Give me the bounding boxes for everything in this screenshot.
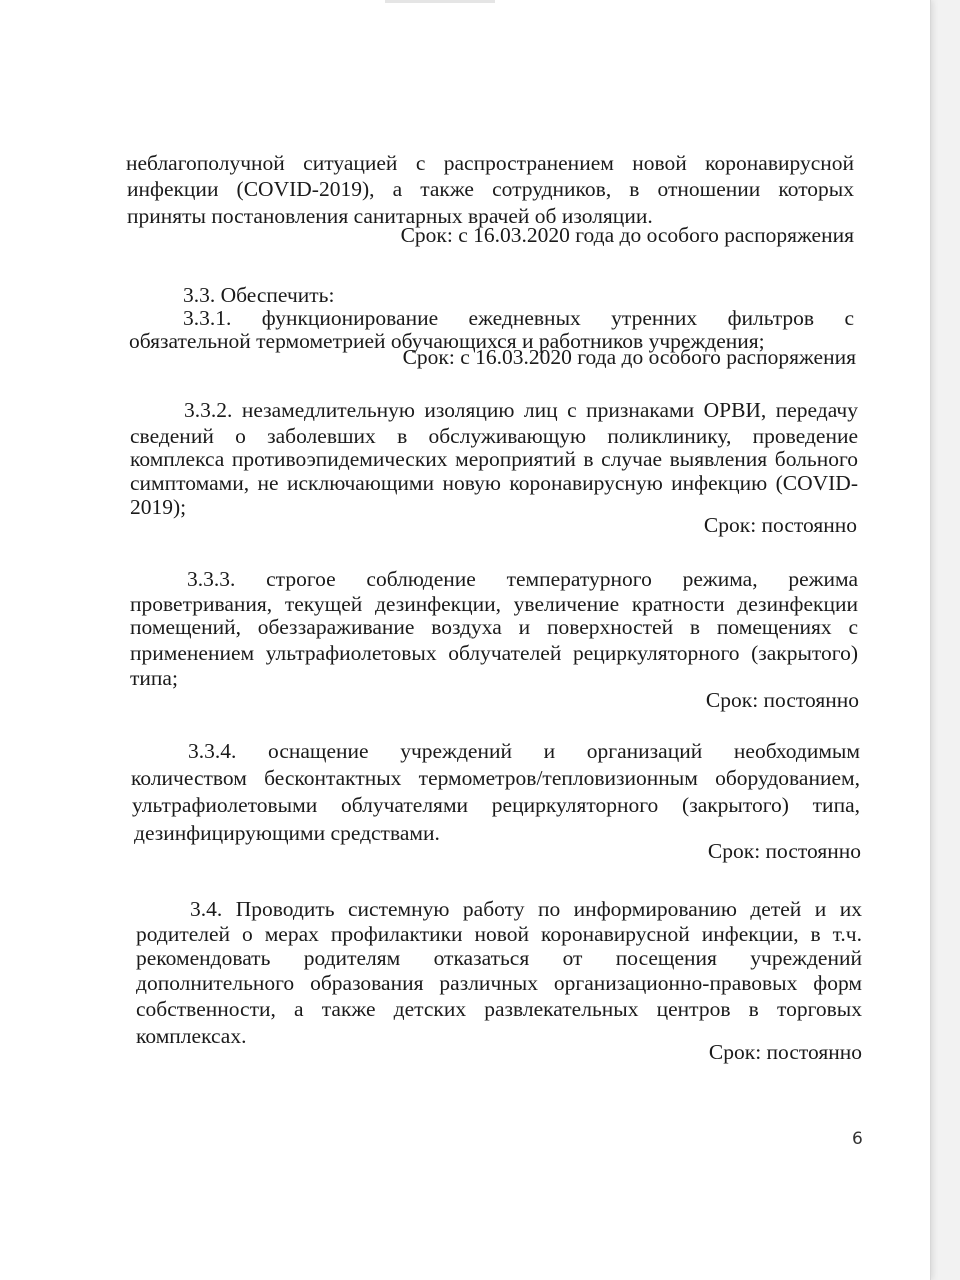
- text-line: приняты постановления санитарных врачей об изоляции.: [127, 204, 653, 228]
- text-line: ультрафиолетовыми облучателями рециркуляторного (закрытого) типа,: [132, 793, 860, 817]
- text-line: инфекции (COVID-2019), а также сотрудников, в отношении которых: [127, 177, 854, 201]
- text-line: комплексах.: [136, 1024, 247, 1048]
- page-number: 6: [852, 1129, 863, 1149]
- text-line: типа;: [130, 666, 178, 690]
- deadline-text: Срок: с 16.03.2020 года до особого распоряжения: [402, 345, 856, 369]
- text-line: родителей о мерах профилактики новой коронавирусной инфекции, в т.ч.: [136, 922, 862, 946]
- deadline-text: Срок: с 16.03.2020 года до особого распоряжения: [400, 223, 854, 247]
- text-line: количеством бесконтактных термометров/тепловизионным оборудованием,: [131, 766, 860, 790]
- deadline-text: Срок: постоянно: [707, 839, 861, 863]
- text-line: симптомами, не исключающими новую коронавирусную инфекцию (COVID-: [130, 471, 858, 495]
- text-line: 3.3.3. строгое соблюдение температурного режима, режима: [187, 567, 858, 591]
- text-line: обязательной термометрией обучающихся и работников учреждения;: [129, 329, 765, 353]
- deadline-text: Срок: постоянно: [705, 688, 859, 712]
- text-line: комплекса противоэпидемических мероприятий в случае выявления больного: [130, 447, 858, 471]
- text-line: дополнительного образования различных организационно-правовых форм: [136, 971, 862, 995]
- deadline-text: Срок: постоянно: [708, 1040, 862, 1064]
- text-line: неблагополучной ситуацией с распространением новой коронавирусной: [126, 151, 854, 175]
- section-heading: 3.3. Обеспечить:: [183, 283, 335, 307]
- text-line: 3.3.2. незамедлительную изоляцию лиц с признаками ОРВИ, передачу: [184, 398, 858, 422]
- text-line: 3.4. Проводить системную работу по информированию детей и их: [190, 897, 862, 921]
- text-line: применением ультрафиолетовых облучателей рециркуляторного (закрытого): [130, 641, 858, 665]
- deadline-text: Срок: постоянно: [703, 513, 857, 537]
- text-line: дезинфицирующими средствами.: [134, 821, 440, 845]
- text-line: проветривания, текущей дезинфекции, увеличение кратности дезинфекции: [130, 592, 858, 616]
- text-line: 3.3.1. функционирование ежедневных утренних фильтров с: [183, 306, 854, 330]
- text-line: собственности, а также детских развлекательных центров в торговых: [136, 997, 862, 1021]
- text-line: помещений, обеззараживание воздуха и поверхностей в помещениях с: [130, 615, 858, 639]
- scan-top-mark: [385, 0, 495, 3]
- text-line: сведений о заболевших в обслуживающую поликлинику, проведение: [130, 424, 858, 448]
- text-line: 3.3.4. оснащение учреждений и организаций необходимым: [188, 739, 860, 763]
- text-line: 2019);: [130, 495, 187, 519]
- text-line: рекомендовать родителям отказаться от посещения учреждений: [136, 946, 862, 970]
